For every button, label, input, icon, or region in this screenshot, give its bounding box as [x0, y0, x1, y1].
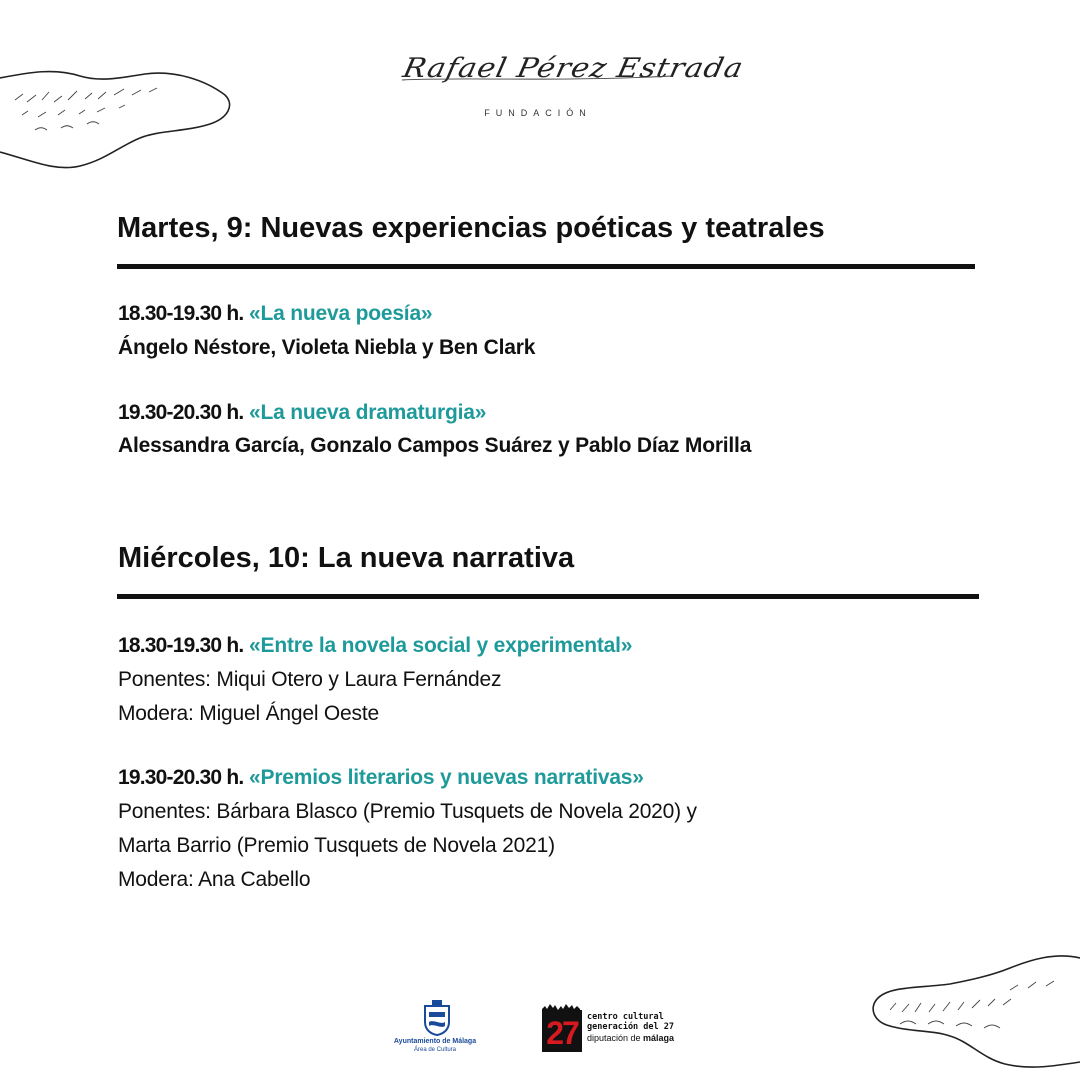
session-heading: [118, 401, 486, 425]
session-speakers: Alessandra García, Gonzalo Campos Suárez y Pablo Díaz Morilla: [118, 434, 752, 457]
session-speakers: Ponentes: Miqui Otero y Laura Fernández: [118, 668, 502, 691]
cc27-line3-bold: málaga: [643, 1033, 675, 1043]
cc27-line3: [587, 1034, 674, 1043]
session-talk-title: «Premios literarios y nuevas narrativas»: [249, 766, 644, 789]
session-time: 18.30-19.30 h.: [118, 302, 244, 325]
sketch-top-left: [0, 60, 235, 175]
session-talk-title: «La nueva dramaturgia»: [249, 401, 487, 424]
ayuntamiento-area: Área de Cultura: [413, 1047, 457, 1053]
day-title-wednesday: Miércoles, 10: La nueva narrativa: [118, 542, 575, 574]
signature-logo: Rafael Pérez Estrada: [400, 52, 747, 84]
session-speakers: Ángelo Néstore, Violeta Niebla y Ben Clark: [118, 336, 536, 359]
session-time: 18.30-19.30 h.: [118, 634, 244, 657]
cc27-line2: generación del 27: [587, 1022, 674, 1032]
divider-tuesday: [117, 264, 975, 269]
session-speakers: Marta Barrio (Premio Tusquets de Novela 2021): [118, 834, 555, 857]
session-speakers: Ponentes: Bárbara Blasco (Premio Tusquets de Novela 2020) y: [118, 800, 697, 823]
session-heading: [118, 634, 632, 658]
fundacion-label: FUNDACIÓN: [484, 108, 592, 118]
session-moderator: Modera: Ana Cabello: [118, 868, 311, 891]
session-moderator: Modera: Miguel Ángel Oeste: [118, 702, 379, 725]
session-talk-title: «La nueva poesía»: [249, 302, 433, 325]
sketch-bottom-right: [860, 950, 1080, 1080]
ayuntamiento-shield-icon: [422, 1000, 452, 1036]
divider-wednesday: [117, 594, 979, 599]
session-time: 19.30-20.30 h.: [118, 766, 244, 789]
session-time: 19.30-20.30 h.: [118, 401, 244, 424]
cc27-line1: centro cultural: [587, 1012, 664, 1022]
cc27-crowd-icon: [542, 1003, 582, 1015]
cc27-number: 27: [546, 1015, 578, 1051]
session-heading: [118, 766, 644, 790]
session-heading: [118, 302, 432, 326]
ayuntamiento-name: Ayuntamiento de Málaga: [393, 1038, 477, 1045]
cc27-line3-prefix: diputación de: [587, 1033, 644, 1043]
session-talk-title: «Entre la novela social y experimental»: [249, 634, 633, 657]
day-title-tuesday: Martes, 9: Nuevas experiencias poéticas y teatrales: [117, 212, 825, 244]
signature-underline: [402, 74, 677, 84]
